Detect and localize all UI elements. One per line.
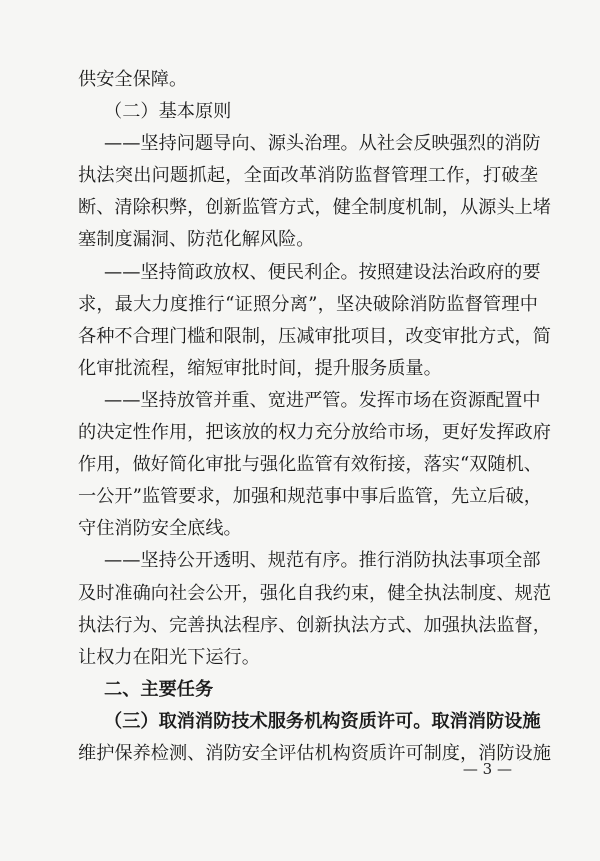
task-heading-line: （三）取消消防技术服务机构资质许可。取消消防设施 xyxy=(104,711,541,732)
text-line: 各种不合理门槛和限制，压减审批项目，改变审批方式，简 xyxy=(78,326,551,347)
text-line: 化审批流程，缩短审批时间，提升服务质量。 xyxy=(78,358,442,379)
text-line: 维护保养检测、消防安全评估机构资质许可制度，消防设施 xyxy=(78,743,551,764)
text-line: 塞制度漏洞、防范化解风险。 xyxy=(78,229,315,250)
text-line: 让权力在阳光下运行。 xyxy=(78,647,260,668)
text-line: 及时准确向社会公开，强化自我约束，健全执法制度、规范 xyxy=(78,583,551,604)
text-line: 执法行为、完善执法程序、创新执法方式、加强执法监督， xyxy=(78,615,551,636)
text-line: 作用，做好简化审批与强化监管有效衔接，落实“双随机、 xyxy=(78,454,542,475)
text-line: ——坚持问题导向、源头治理。从社会反映强烈的消防 xyxy=(104,133,541,154)
text-line: 一公开”监管要求，加强和规范事中事后监管，先立后破， xyxy=(78,486,542,507)
section-heading: 二、主要任务 xyxy=(104,679,214,700)
text-line: 的决定性作用，把该放的权力充分放给市场，更好发挥政府 xyxy=(78,422,551,443)
text-line: 供安全保障。 xyxy=(78,69,188,90)
text-line: 断、清除积弊，创新监管方式，健全制度机制，从源头上堵 xyxy=(78,197,551,218)
text-line: 守住消防安全底线。 xyxy=(78,518,242,539)
text-line: 求，最大力度推行“证照分离”，坚决破除消防监督管理中 xyxy=(78,294,538,315)
text-line: ——坚持公开透明、规范有序。推行消防执法事项全部 xyxy=(104,550,541,571)
text-line: ——坚持放管并重、宽进严管。发挥市场在资源配置中 xyxy=(104,390,541,411)
text-line: ——坚持简政放权、便民利企。按照建设法治政府的要 xyxy=(104,262,541,283)
text-line: 执法突出问题抓起，全面改革消防监督管理工作，打破垄 xyxy=(78,165,538,186)
page-number: — 3 — xyxy=(462,760,512,778)
section-subheading: （二）基本原则 xyxy=(104,101,232,122)
